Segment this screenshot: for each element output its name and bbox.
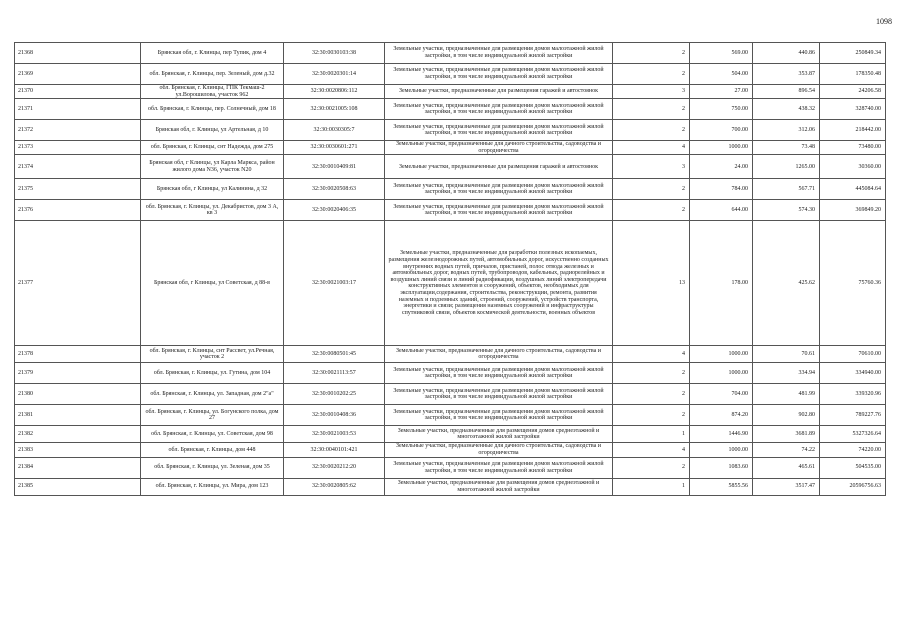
address-cell: Брянская обл, г. Клинцы, пер Тупик, дом 4 — [141, 43, 284, 64]
row-number: 21377 — [15, 221, 141, 346]
area-cell: 784.00 — [690, 179, 753, 200]
unit-value-cell: 481.99 — [753, 384, 820, 405]
table-row — [15, 363, 886, 384]
land-use-cell: Земельные участки, предназначенные для размещения гаражей и автостоянок — [385, 155, 613, 179]
group-code-cell: 2 — [613, 179, 690, 200]
address-cell: обл. Брянская, г. Клинцы, ул. Советская, дом 98 — [141, 426, 284, 443]
group-code-cell: 2 — [613, 43, 690, 64]
address-cell: Брянская обл, г Клинцы, ул Карла Маркса, район жилого дома N36, участок N20 — [141, 155, 284, 179]
address-cell: обл. Брянская, г. Клинцы, снт Рассвет, ул.Речная, участок 2 — [141, 346, 284, 363]
group-code-cell: 13 — [613, 221, 690, 346]
row-number: 21378 — [15, 346, 141, 363]
table-row — [15, 384, 886, 405]
group-code-cell: 4 — [613, 443, 690, 457]
area-cell: 1446.90 — [690, 426, 753, 443]
cadastral-number-cell: 32:30:0030601:271 — [284, 141, 385, 155]
address-cell: Брянская обл, г. Клинцы, ул Артельная, д 10 — [141, 120, 284, 141]
cadastral-value-cell: 250849.34 — [820, 43, 886, 64]
unit-value-cell: 567.71 — [753, 179, 820, 200]
land-use-cell: Земельные участки, предназначенные для размещения домов малоэтажной жилой застройки, в том числе индивидуальной жилой застройки — [385, 384, 613, 405]
area-cell: 5855.56 — [690, 478, 753, 495]
land-use-cell: Земельные участки, предназначенные для дачного строительства, садоводства и огородничества — [385, 141, 613, 155]
land-use-cell: Земельные участки, предназначенные для размещения гаражей и автостоянок — [385, 85, 613, 99]
unit-value-cell: 902.80 — [753, 405, 820, 426]
unit-value-cell: 73.48 — [753, 141, 820, 155]
land-use-cell: Земельные участки, предназначенные для размещения домов малоэтажной жилой застройки, в том числе индивидуальной жилой застройки — [385, 179, 613, 200]
land-use-cell: Земельные участки, предназначенные для размещения домов среднеэтажной и многоэтажной жилой застройки — [385, 426, 613, 443]
row-number: 21370 — [15, 85, 141, 99]
area-cell: 704.00 — [690, 384, 753, 405]
cadastral-value-cell: 178350.48 — [820, 64, 886, 85]
row-number: 21385 — [15, 478, 141, 495]
address-cell: обл. Брянская, г. Клинцы, дом 448 — [141, 443, 284, 457]
cadastral-number-cell: 32:30:0021005:108 — [284, 99, 385, 120]
unit-value-cell: 438.32 — [753, 99, 820, 120]
table-row — [15, 478, 886, 495]
table-row — [15, 221, 886, 346]
cadastral-number-cell: 32:30:0021113:57 — [284, 363, 385, 384]
unit-value-cell: 440.86 — [753, 43, 820, 64]
table-row — [15, 120, 886, 141]
address-cell: обл. Брянская, г. Клинцы, снт Надежда, дом 275 — [141, 141, 284, 155]
cadastral-value-cell: 20596756.63 — [820, 478, 886, 495]
cadastral-number-cell: 32:30:0020406:35 — [284, 200, 385, 221]
cadastral-number-cell: 32:30:0020212:20 — [284, 457, 385, 478]
address-cell: обл. Брянская, г. Клинцы, пер. Солнечный, дом 18 — [141, 99, 284, 120]
address-cell: обл. Брянская, г. Клинцы, ул. Мира, дом 123 — [141, 478, 284, 495]
row-number: 21368 — [15, 43, 141, 64]
cadastral-number-cell: 32:30:0030305:7 — [284, 120, 385, 141]
cadastral-number-cell: 32:30:0030103:38 — [284, 43, 385, 64]
area-cell: 504.00 — [690, 64, 753, 85]
table-row — [15, 43, 886, 64]
address-cell: обл. Брянская, г. Клинцы, ул. Зеленая, дом 35 — [141, 457, 284, 478]
area-cell: 700.00 — [690, 120, 753, 141]
unit-value-cell: 312.06 — [753, 120, 820, 141]
row-number: 21381 — [15, 405, 141, 426]
cadastral-value-cell: 70610.00 — [820, 346, 886, 363]
address-cell: Брянская обл, г Клинцы, ул Советская, д 88-в — [141, 221, 284, 346]
table-row — [15, 85, 886, 99]
land-use-cell: Земельные участки, предназначенные для размещения домов малоэтажной жилой застройки, в том числе индивидуальной жилой застройки — [385, 457, 613, 478]
address-cell: обл. Брянская, г. Клинцы, ул. Гутина, дом 104 — [141, 363, 284, 384]
cadastral-number-cell: 32:30:0020301:14 — [284, 64, 385, 85]
area-cell: 24.00 — [690, 155, 753, 179]
group-code-cell: 2 — [613, 120, 690, 141]
unit-value-cell: 425.62 — [753, 221, 820, 346]
group-code-cell: 2 — [613, 99, 690, 120]
cadastral-number-cell: 32:30:0021003:17 — [284, 221, 385, 346]
area-cell: 1000.00 — [690, 141, 753, 155]
table-row — [15, 141, 886, 155]
page-number: 1098 — [876, 17, 892, 26]
table-row — [15, 179, 886, 200]
cadastral-value-cell: 789227.76 — [820, 405, 886, 426]
address-cell: Брянская обл, г Клинцы, ул Калинина, д 32 — [141, 179, 284, 200]
group-code-cell: 3 — [613, 85, 690, 99]
land-use-cell: Земельные участки, предназначенные для размещения домов малоэтажной жилой застройки, в том числе индивидуальной жилой застройки — [385, 200, 613, 221]
cadastral-value-cell: 334940.00 — [820, 363, 886, 384]
land-use-cell: Земельные участки, предназначенные для дачного строительства, садоводства и огородничества — [385, 443, 613, 457]
cadastral-value-cell: 369849.20 — [820, 200, 886, 221]
unit-value-cell: 896.54 — [753, 85, 820, 99]
group-code-cell: 2 — [613, 200, 690, 221]
land-use-cell: Земельные участки, предназначенные для размещения домов малоэтажной жилой застройки, в том числе индивидуальной жилой застройки — [385, 99, 613, 120]
unit-value-cell: 70.61 — [753, 346, 820, 363]
group-code-cell: 1 — [613, 426, 690, 443]
unit-value-cell: 3681.89 — [753, 426, 820, 443]
row-number: 21384 — [15, 457, 141, 478]
row-number: 21383 — [15, 443, 141, 457]
row-number: 21372 — [15, 120, 141, 141]
unit-value-cell: 353.87 — [753, 64, 820, 85]
row-number: 21369 — [15, 64, 141, 85]
cadastral-value-cell: 339320.96 — [820, 384, 886, 405]
cadastral-value-cell: 5327326.64 — [820, 426, 886, 443]
cadastral-value-cell: 504535.00 — [820, 457, 886, 478]
area-cell: 27.00 — [690, 85, 753, 99]
cadastral-number-cell: 32:30:0010408:36 — [284, 405, 385, 426]
land-use-cell: Земельные участки, предназначенные для дачного строительства, садоводства и огородничества — [385, 346, 613, 363]
table-row — [15, 457, 886, 478]
row-number: 21373 — [15, 141, 141, 155]
cadastral-value-cell: 218442.00 — [820, 120, 886, 141]
land-use-cell: Земельные участки, предназначенные для размещения домов малоэтажной жилой застройки, в том числе индивидуальной жилой застройки — [385, 120, 613, 141]
table-row — [15, 99, 886, 120]
row-number: 21382 — [15, 426, 141, 443]
address-cell: обл. Брянская, г. Клинцы, ул. Декабристов, дом 3 А, кв 3 — [141, 200, 284, 221]
group-code-cell: 2 — [613, 384, 690, 405]
row-number: 21374 — [15, 155, 141, 179]
table-row — [15, 200, 886, 221]
cadastral-value-cell: 74220.00 — [820, 443, 886, 457]
address-cell: обл. Брянская, г. Клинцы, ГПК Текмаш-2 ул.Ворошилова, участок 962 — [141, 85, 284, 99]
group-code-cell: 3 — [613, 155, 690, 179]
unit-value-cell: 574.30 — [753, 200, 820, 221]
cadastral-value-cell: 30360.00 — [820, 155, 886, 179]
table-row — [15, 64, 886, 85]
row-number: 21380 — [15, 384, 141, 405]
land-use-cell: Земельные участки, предназначенные для размещения домов малоэтажной жилой застройки, в том числе индивидуальной жилой застройки — [385, 43, 613, 64]
land-use-cell: Земельные участки, предназначенные для размещения домов малоэтажной жилой застройки, в том числе индивидуальной жилой застройки — [385, 363, 613, 384]
unit-value-cell: 3517.47 — [753, 478, 820, 495]
group-code-cell: 4 — [613, 346, 690, 363]
cadastral-number-cell: 32:30:0020805:62 — [284, 478, 385, 495]
land-use-cell: Земельные участки, предназначенные для размещения домов среднеэтажной и многоэтажной жилой застройки — [385, 478, 613, 495]
cadastral-number-cell: 32:30:0020508:63 — [284, 179, 385, 200]
cadastral-number-cell: 32:30:0021003:53 — [284, 426, 385, 443]
cadastral-value-cell: 445084.64 — [820, 179, 886, 200]
cadastral-value-cell: 73480.00 — [820, 141, 886, 155]
row-number: 21379 — [15, 363, 141, 384]
address-cell: обл. Брянская, г. Клинцы, пер. Зеленый, дом д.32 — [141, 64, 284, 85]
land-use-cell: Земельные участки, предназначенные для размещения домов малоэтажной жилой застройки, в том числе индивидуальной жилой застройки — [385, 405, 613, 426]
unit-value-cell: 1265.00 — [753, 155, 820, 179]
address-cell: обл. Брянская, г. Клинцы, ул. Западная, дом 2"а" — [141, 384, 284, 405]
cadastral-number-cell: 32:30:0020806:112 — [284, 85, 385, 99]
land-registry-table — [14, 42, 886, 496]
table-row — [15, 443, 886, 457]
cadastral-number-cell: 32:30:0080501:45 — [284, 346, 385, 363]
area-cell: 178.00 — [690, 221, 753, 346]
table-row — [15, 405, 886, 426]
group-code-cell: 1 — [613, 478, 690, 495]
table-row — [15, 426, 886, 443]
area-cell: 644.00 — [690, 200, 753, 221]
group-code-cell: 2 — [613, 457, 690, 478]
group-code-cell: 2 — [613, 363, 690, 384]
land-use-cell: Земельные участки, предназначенные для размещения домов малоэтажной жилой застройки, в том числе индивидуальной жилой застройки — [385, 64, 613, 85]
area-cell: 1000.00 — [690, 363, 753, 384]
group-code-cell: 4 — [613, 141, 690, 155]
area-cell: 569.00 — [690, 43, 753, 64]
area-cell: 874.20 — [690, 405, 753, 426]
cadastral-number-cell: 32:30:0040101:421 — [284, 443, 385, 457]
cadastral-value-cell: 24206.58 — [820, 85, 886, 99]
area-cell: 1000.00 — [690, 443, 753, 457]
unit-value-cell: 465.61 — [753, 457, 820, 478]
cadastral-number-cell: 32:30:0010409:81 — [284, 155, 385, 179]
cadastral-value-cell: 75760.36 — [820, 221, 886, 346]
group-code-cell: 2 — [613, 64, 690, 85]
cadastral-value-cell: 328740.00 — [820, 99, 886, 120]
address-cell: обл. Брянская, г. Клинцы, ул. Богунского полка, дом 27 — [141, 405, 284, 426]
group-code-cell: 2 — [613, 405, 690, 426]
land-use-cell: Земельные участки, предназначенные для разработки полезных ископаемых, размещения железнодорожных путей, автомобильных дорог, искусственно созданных внутренних водных путей, причалов, пристаней, полос отвода железных и автомобильных дорог, водных путей, трубопроводов, кабельных, радиорелейных и воздушных линий связи и линий радиофикации, воздушных линий электропередачи конструктивных элементов и сооружений, объектов, необходимых для эксплуатации,содержания, строительства, реконструкции, ремонта, развития наземных и подземных зданий, строений, сооружений, устройств транспорта, энергетики и связи; размещения наземных сооружений и инфраструктуры спутниковой связи, объектов космической деятельности, военных объектов — [385, 221, 613, 346]
unit-value-cell: 74.22 — [753, 443, 820, 457]
unit-value-cell: 334.94 — [753, 363, 820, 384]
table-row — [15, 155, 886, 179]
row-number: 21371 — [15, 99, 141, 120]
area-cell: 1083.60 — [690, 457, 753, 478]
row-number: 21375 — [15, 179, 141, 200]
area-cell: 750.00 — [690, 99, 753, 120]
cadastral-number-cell: 32:30:0010202:25 — [284, 384, 385, 405]
area-cell: 1000.00 — [690, 346, 753, 363]
table-row — [15, 346, 886, 363]
row-number: 21376 — [15, 200, 141, 221]
